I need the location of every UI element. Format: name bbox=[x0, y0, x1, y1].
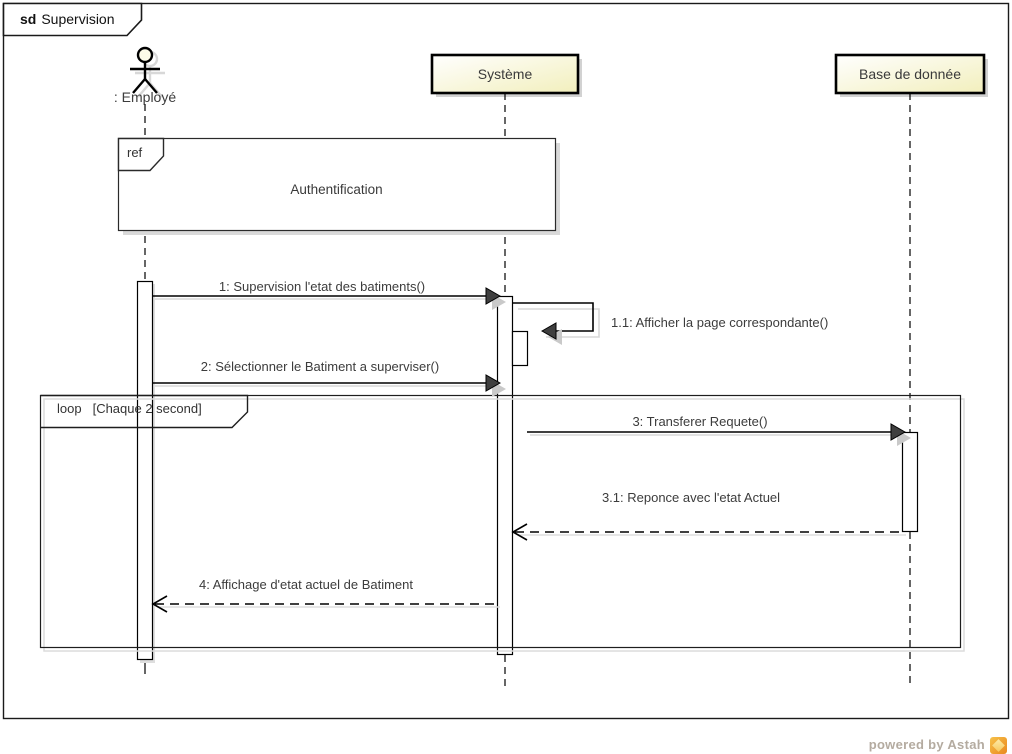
activation-systeme[interactable] bbox=[498, 297, 513, 655]
ref-fragment-label[interactable]: Authentification bbox=[290, 182, 383, 197]
loop-operator-label[interactable] bbox=[57, 401, 202, 416]
base-de-donnee-head-label[interactable]: Base de donnée bbox=[859, 66, 961, 82]
message-2-label[interactable]: 2: Sélectionner le Batiment a superviser() bbox=[200, 359, 440, 374]
message-3-label[interactable]: 3: Transferer Requete() bbox=[632, 414, 768, 429]
message-1-1-label[interactable]: 1.1: Afficher la page correspondante() bbox=[611, 315, 829, 330]
activation-base-de-donnee[interactable] bbox=[903, 433, 918, 532]
systeme-head-label[interactable]: Système bbox=[477, 66, 533, 82]
frame-title[interactable] bbox=[20, 11, 115, 27]
ref-operator-label: ref bbox=[127, 145, 143, 160]
frame-keyword: sd bbox=[20, 11, 37, 27]
loop-keyword: loop bbox=[57, 401, 82, 416]
message-1-label[interactable]: 1: Supervision l'etat des batiments() bbox=[218, 279, 426, 294]
loop-guard: [Chaque 2 second] bbox=[92, 401, 202, 416]
message-4-label[interactable]: 4: Affichage d'etat actuel de Batiment bbox=[199, 577, 413, 592]
activation-employe[interactable] bbox=[138, 282, 153, 660]
actor-label[interactable]: : Employé bbox=[113, 89, 177, 105]
message-3-1-label[interactable]: 3.1: Reponce avec l'etat Actuel bbox=[601, 490, 781, 505]
astah-logo-icon bbox=[990, 737, 1007, 754]
watermark-text: powered by Astah bbox=[868, 737, 985, 752]
activation-systeme-nested[interactable] bbox=[513, 332, 528, 366]
actor-head bbox=[138, 48, 152, 62]
frame-name: Supervision bbox=[41, 11, 115, 27]
